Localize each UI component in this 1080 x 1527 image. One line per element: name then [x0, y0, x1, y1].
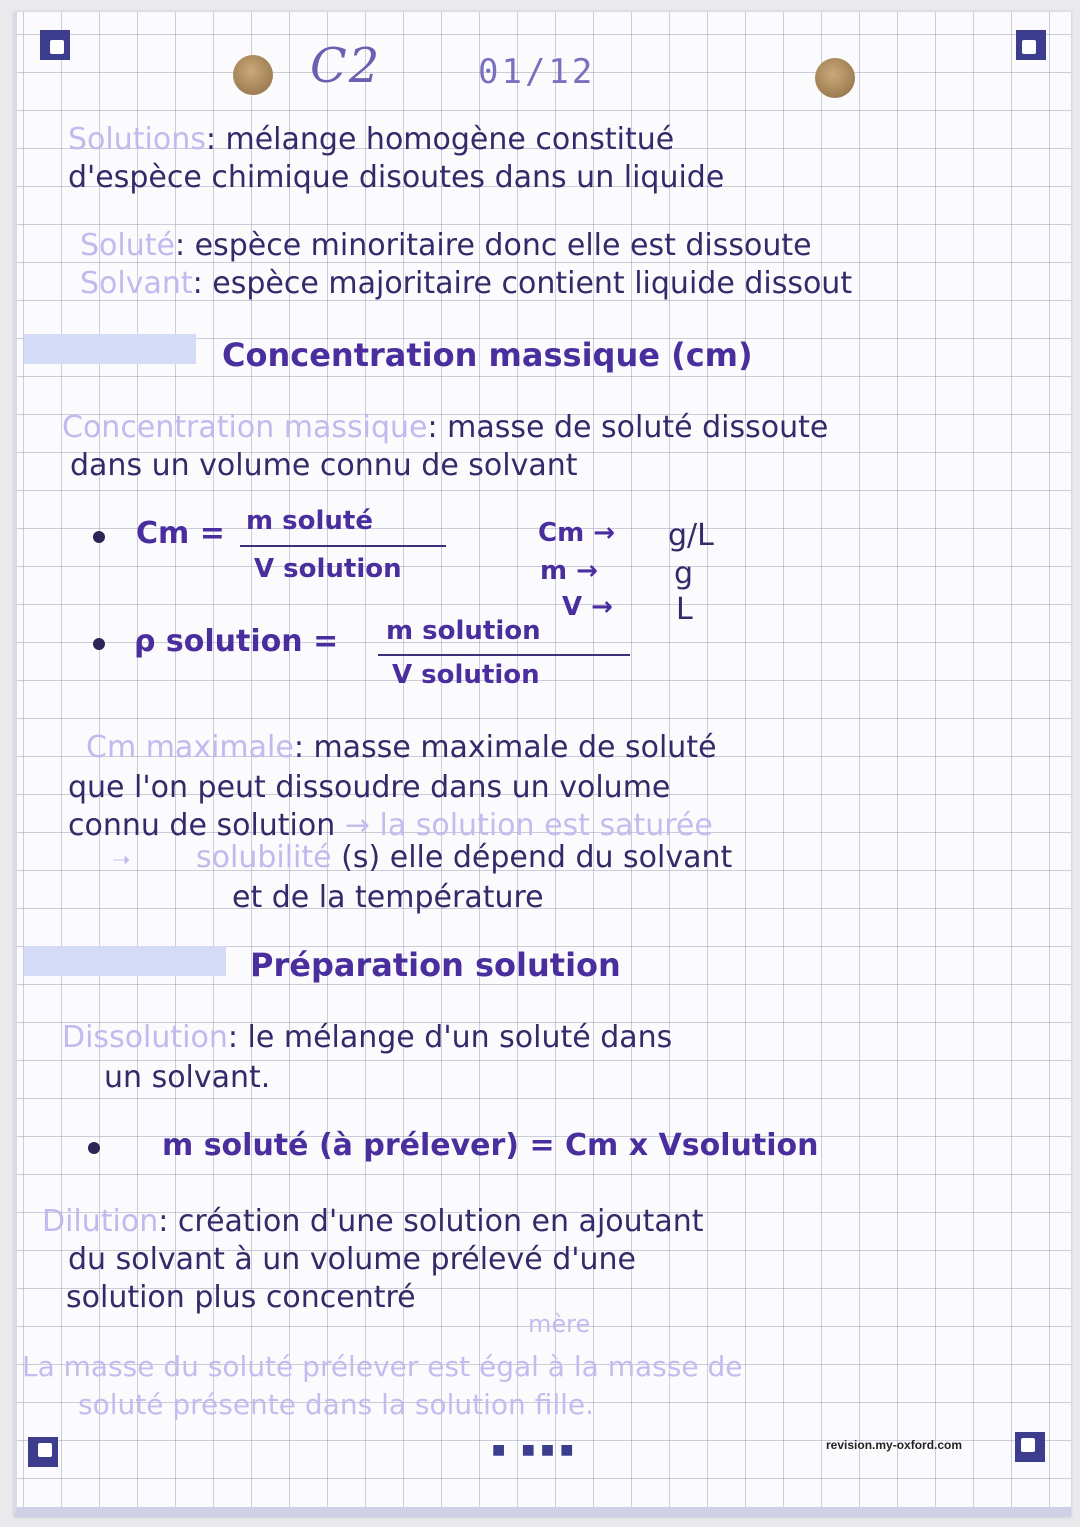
solute-text: : espèce minoritaire donc elle est dissoute [174, 228, 812, 263]
mass-conservation-note: La masse du soluté prélever est égal à la masse de [22, 1350, 743, 1383]
title-text: C2 [310, 38, 382, 94]
formula-rho-lhs: ρ solution = [134, 624, 339, 659]
cm-max-definition-cont [68, 808, 713, 843]
dissolution-term: Dissolution [62, 1020, 228, 1055]
solubility-term: solubilité [196, 840, 332, 875]
corner-marker-icon [1015, 1432, 1045, 1462]
solubility-text: (s) elle dépend du solvant [341, 840, 733, 875]
unit-symbol: m → [540, 556, 598, 586]
formula-cm-lhs: Cm = [136, 516, 225, 551]
solutions-term: Solutions [68, 122, 206, 157]
page-dots-icon: ■ ■■■ [492, 1442, 580, 1458]
solutions-text: : mélange homogène constitué [205, 122, 675, 157]
dissolution-definition-cont: un solvant. [104, 1060, 271, 1095]
cm-max-text: : masse maximale de soluté [293, 730, 717, 765]
heading-highlight [24, 334, 196, 364]
concentration-definition [62, 410, 828, 445]
bullet-icon [93, 638, 105, 650]
formula-mass-solute: m soluté (à prélever) = Cm x Vsolution [162, 1128, 819, 1163]
section-heading-preparation: Préparation solution [250, 946, 621, 984]
unit-value: g [674, 556, 694, 591]
page-date: 01/12 [478, 52, 596, 92]
solubility-definition-cont: et de la température [232, 880, 544, 915]
cm-max-definition-cont: que l'on peut dissoudre dans un volume [68, 770, 671, 805]
solvant-term: Solvant [80, 266, 193, 301]
formula-cm-numerator: m soluté [246, 506, 373, 536]
formula-rho-numerator: m solution [386, 616, 541, 646]
fraction-bar [240, 545, 446, 547]
unit-value: g/L [668, 518, 714, 553]
solutions-definition [68, 122, 674, 157]
unit-symbol: Cm → [538, 518, 616, 548]
saturated-note: → la solution est saturée [344, 808, 713, 843]
dilution-text: : création d'une solution en ajoutant [158, 1204, 704, 1239]
solvant-text: : espèce majoritaire contient liquide dissout [192, 266, 853, 301]
solute-term: Soluté [80, 228, 175, 263]
arrow-icon: ➝ [112, 848, 131, 873]
concentration-definition-cont: dans un volume connu de solvant [70, 448, 578, 483]
mere-annotation: mère [528, 1310, 591, 1338]
solute-definition [80, 228, 812, 263]
dissolution-definition [62, 1020, 672, 1055]
page-title [310, 38, 381, 94]
cm-max-term: Cm maximale [86, 730, 294, 765]
formula-cm-denominator: V solution [254, 554, 402, 584]
solvant-definition [80, 266, 852, 301]
binder-hole [815, 58, 855, 98]
fraction-bar [378, 654, 630, 656]
bullet-icon [88, 1142, 100, 1154]
corner-marker-icon [40, 30, 70, 60]
unit-value: L [676, 592, 693, 627]
bullet-icon [93, 531, 105, 543]
mass-conservation-note-cont: soluté présente dans la solution fille. [78, 1388, 595, 1421]
dilution-definition [42, 1204, 704, 1239]
heading-highlight [24, 946, 226, 976]
concentration-term: Concentration massique [62, 410, 428, 445]
dilution-term: Dilution [42, 1204, 159, 1239]
solubility-definition [196, 840, 732, 875]
corner-marker-icon [28, 1437, 58, 1467]
formula-rho-denominator: V solution [392, 660, 540, 690]
concentration-text: : masse de soluté dissoute [427, 410, 829, 445]
binder-hole [233, 55, 273, 95]
cm-max-definition [86, 730, 717, 765]
cm-max-text-3: connu de solution [68, 808, 336, 843]
unit-symbol: V → [562, 592, 613, 622]
footer-site: revision.my-oxford.com [826, 1438, 963, 1452]
solutions-definition-cont: d'espèce chimique disoutes dans un liquide [68, 160, 725, 195]
dilution-definition-cont: du solvant à un volume prélevé d'une [68, 1242, 637, 1277]
dilution-definition-cont: solution plus concentré [66, 1280, 416, 1315]
dissolution-text: : le mélange d'un soluté dans [227, 1020, 673, 1055]
corner-marker-icon [1016, 30, 1046, 60]
section-heading-concentration: Concentration massique (cm) [222, 336, 753, 374]
